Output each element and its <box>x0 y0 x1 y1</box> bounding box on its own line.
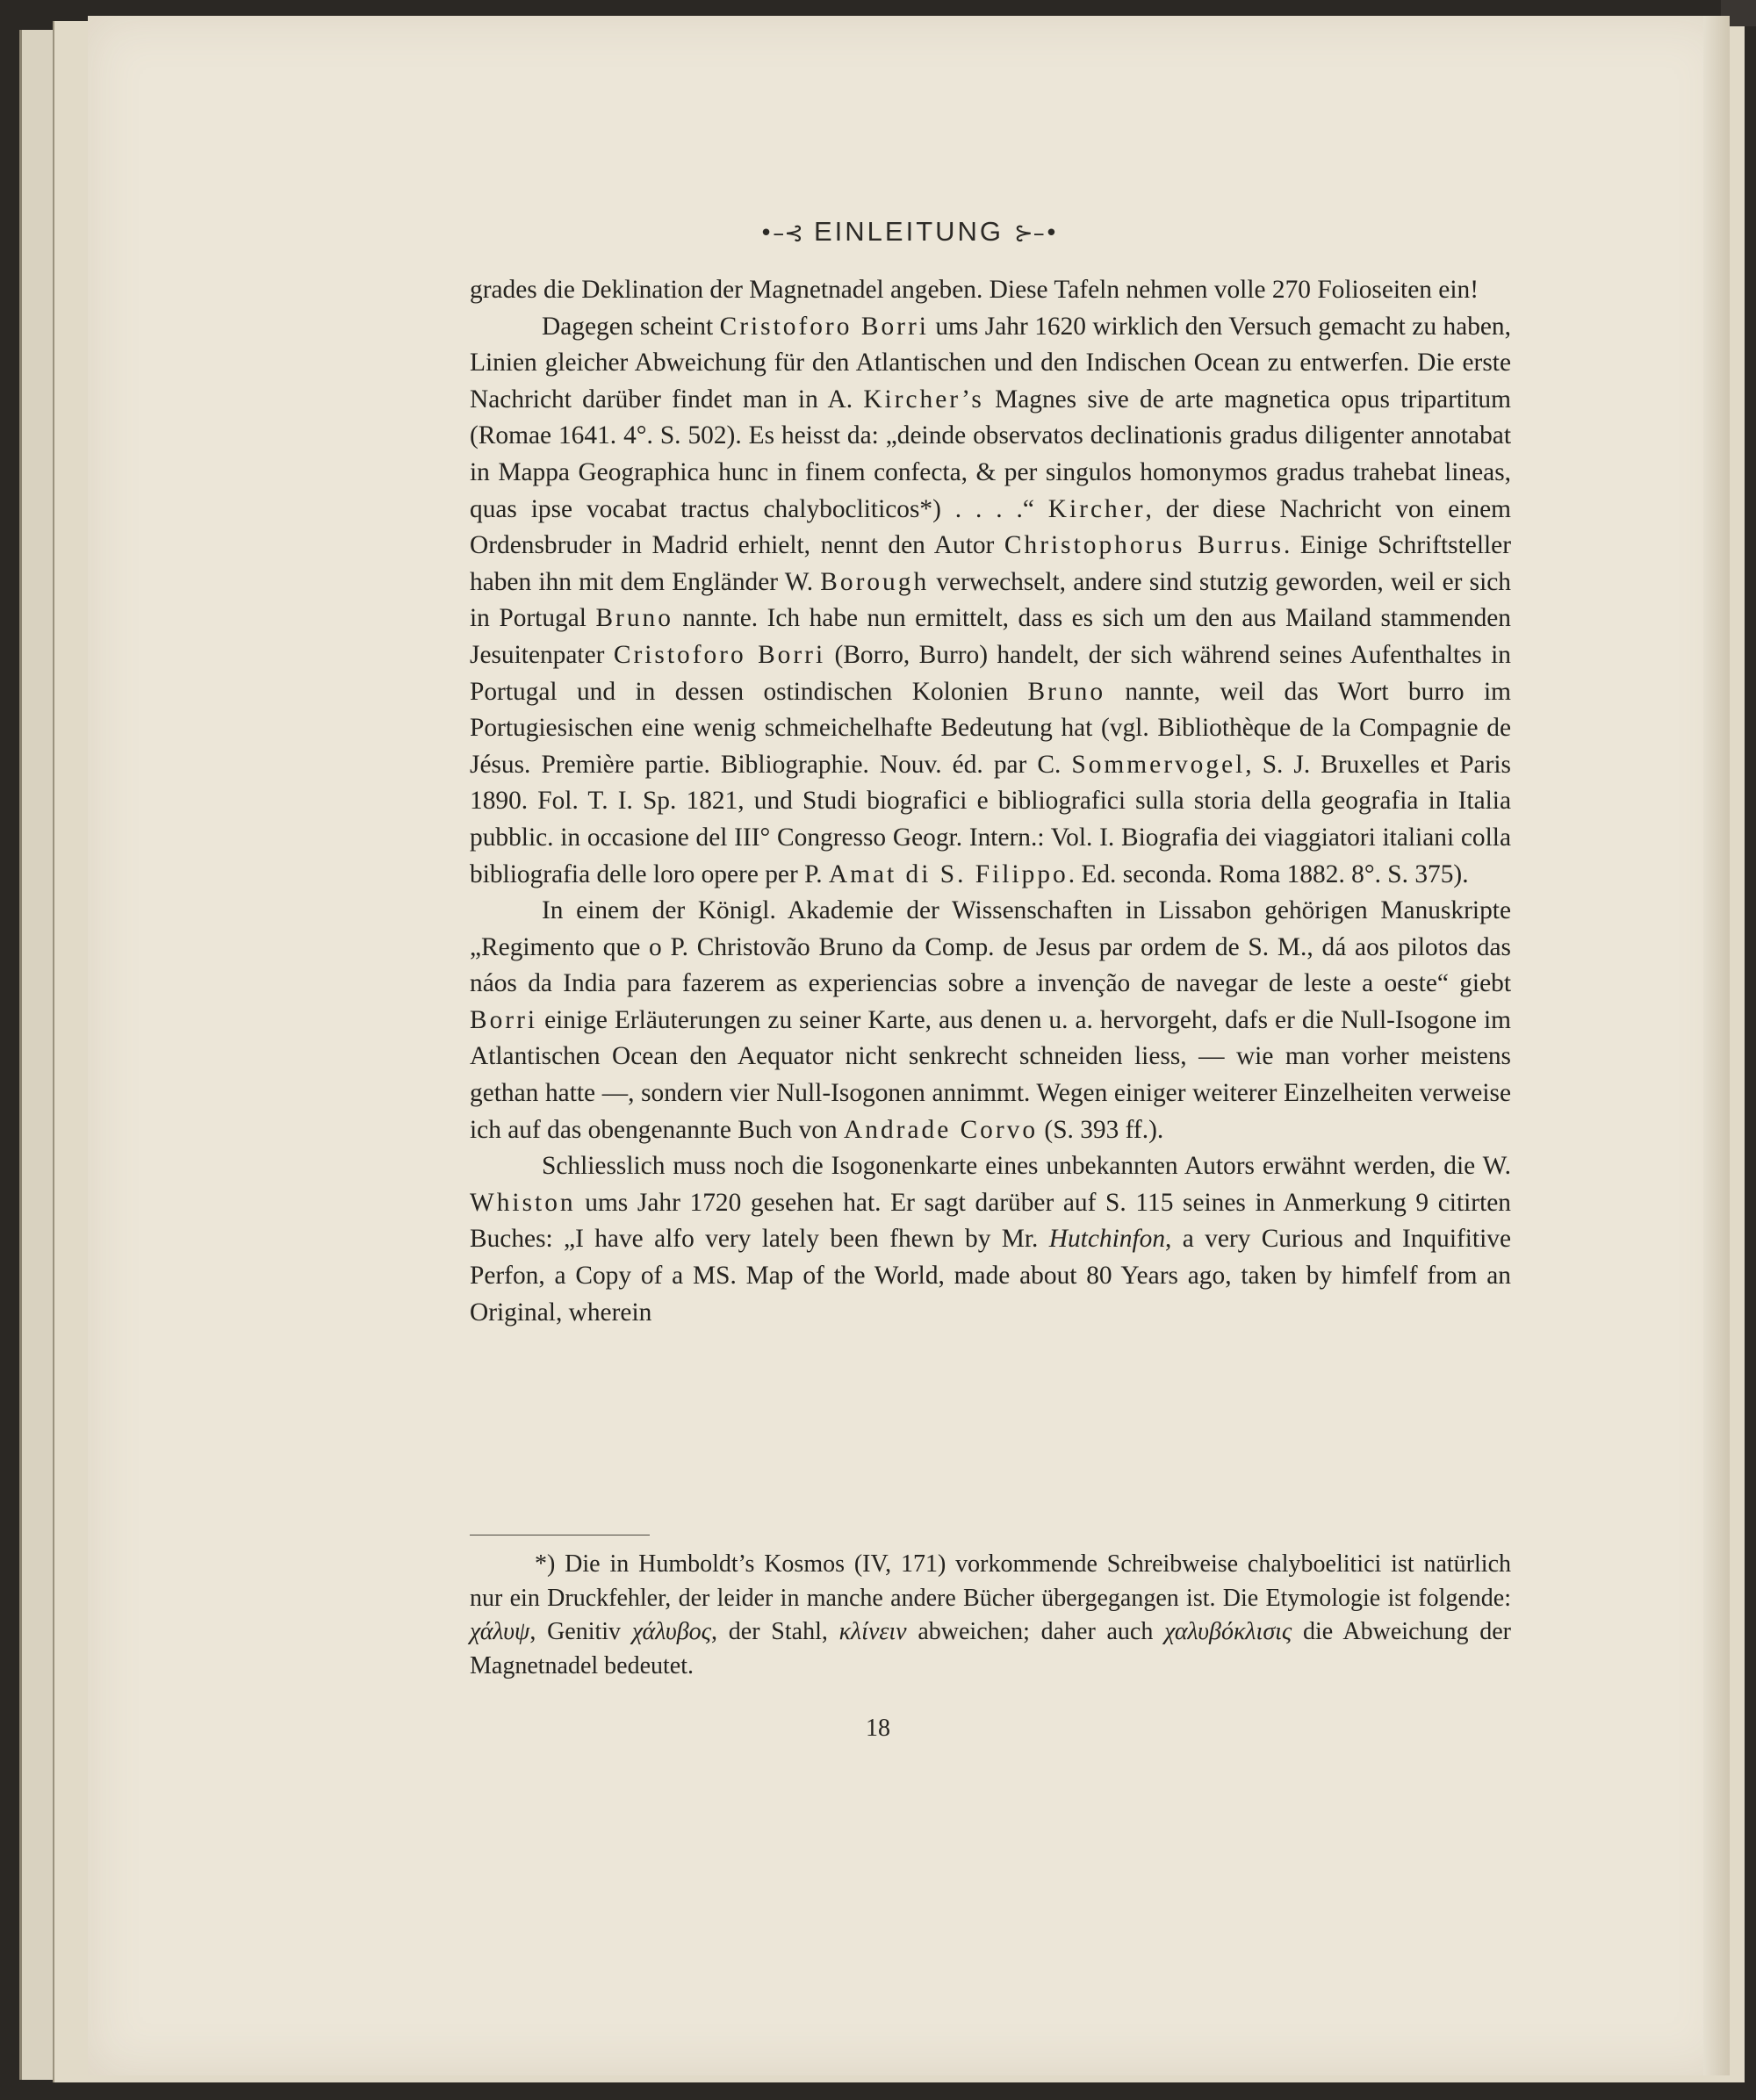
text-run: , S. J. Bruxelles et Paris 1890. Fol. T. I. Sp. 1821, und Studi biografici e bibliografici sulla storia della geografia in Italia pubblic. in occasione del III° Congresso Geogr. Intern.: Vol. I. Biografia dei viaggiatori italiani colla bibliografia delle loro opere per P. <box>470 750 1511 888</box>
text-run: , a very Curious and Inquifitive Perfon, a Copy of a MS. Map of the World, made about 80 Years ago, taken by himfelf from an Original, wherein <box>470 1225 1512 1327</box>
text-run: , der Stahl, <box>711 1618 839 1645</box>
text-run: ums Jahr 1620 wirklich den Versuch gemacht zu haben, Linien gleicher Abweichung für den Atlantischen und den Indischen Ocean zu entwerfen. Die erste Nachricht darüber findet man in A. <box>470 312 1511 414</box>
text-run: grades die Deklination der Magnetnadel angeben. Diese Tafeln nehmen volle 270 Folioseiten ein! <box>470 276 1479 304</box>
paragraph-1 <box>470 272 1511 309</box>
text-run: abweichen; daher auch <box>906 1618 1165 1645</box>
spaced-name: Amat di S. Filippo <box>828 859 1069 888</box>
text-run: (Borro, Burro) handelt, der sich während seines Aufenthaltes in Portugal und in dessen ostindischen Kolonien <box>470 640 1511 706</box>
spaced-name: Bruno <box>595 604 673 633</box>
text-run: *) Die in Humboldt’s Kosmos (IV, 171) vorkommende Schreibweise chalyboelitici ist natürlich nur ein Druckfehler, der leider in manche andere Bücher übergegangen ist. Die Etymologie ist folgende: <box>470 1550 1511 1612</box>
text-run: , Genitiv <box>529 1618 632 1645</box>
text-run: verwechselt, andere sind stutzig geworden, weil er sich in Portugal <box>470 567 1511 633</box>
running-title: EINLEITUNG <box>813 216 1004 247</box>
greek-word: χαλυβόκλισις <box>1164 1618 1292 1645</box>
text-run: . Ed. seconda. Roma 1882. 8°. S. 375). <box>1068 859 1469 888</box>
paragraph-2 <box>470 309 1511 894</box>
text-run: ums Jahr 1720 gesehen hat. Er sagt darüber auf S. 115 seines in Anmerkung 9 citirten Buches: „I have alfo very lately been fhewn by Mr. <box>470 1188 1511 1254</box>
page-right-edge <box>1703 16 1730 2075</box>
text-run: In einem der Königl. Akademie der Wissenschaften in Lissabon gehörigen Manuskripte „Regimento que o P. Christovão Bruno da Comp. de Jesus par ordem de S. M., dá aos pilotos das náos da India para fazerem as experiencias sobre a invenção de navegar de leste a oeste“ giebt <box>470 896 1511 998</box>
ornament-right-icon: ⊱–• <box>1014 220 1059 247</box>
text-run: nannte, weil das Wort burro im Portugiesischen eine wenig schmeichelhafte Bedeutung hat (vgl. Bibliothèque de la Compagnie de Jésus. Première partie. Bibliographie. Nouv. éd. par C. <box>470 677 1512 779</box>
page-number: 18 <box>866 1715 890 1742</box>
text-run: . Einige Schriftsteller haben ihn mit dem Engländer W. <box>470 531 1511 596</box>
greek-word: χάλυβος <box>631 1618 712 1645</box>
spaced-name: Kircher’s <box>863 385 984 414</box>
spaced-name: Bruno <box>1027 677 1106 706</box>
main-text <box>470 272 1511 1331</box>
text-run: einige Erläuterungen zu seiner Karte, aus denen u. a. hervorgeht, dafs er die Null-Isogone im Atlantischen Ocean den Aequator nicht senkrecht schneiden liess, — wie man vorher meistens gethan hatte —, sondern vier Null-Isogonen annimmt. Wegen einiger weiterer Einzelheiten verweise ich auf das obengenannte Buch von <box>470 1005 1511 1144</box>
footnote <box>470 1548 1511 1683</box>
text-run: Schliesslich muss noch die Isogonenkarte eines unbekannten Autors erwähnt werden, die W. <box>542 1152 1511 1181</box>
text-run: Magnes sive de arte magnetica opus tripartitum (Romae 1641. 4°. S. 502). Es heisst da: „deinde observatos declinationis gradus diligenter annotabat in Mappa Geographica hunc in finem confecta, & per singulos homonymos gradus trahebat lineas, quas ipse vocabat tractus chalybocliticos*) . . . .“ <box>470 385 1511 523</box>
spaced-name: Borough <box>820 567 930 596</box>
paragraph-4 <box>470 1148 1511 1331</box>
text-run: Dagegen scheint <box>542 312 720 341</box>
spaced-name: Sommervogel <box>1071 750 1246 779</box>
text-run: (S. 393 ff.). <box>1038 1115 1164 1144</box>
footnote-text <box>470 1548 1511 1683</box>
text-run: die Abweichung der Magnetnadel bedeutet. <box>470 1618 1511 1679</box>
spaced-name: Borri <box>470 1005 538 1034</box>
text-run: , der diese Nachricht von einem Ordensbruder in Madrid erhielt, nennt den Autor <box>470 494 1511 560</box>
spaced-name: Cristoforo Borri <box>719 312 929 341</box>
greek-word: χάλυψ <box>470 1618 530 1645</box>
spaced-name: Cristoforo Borri <box>613 640 826 669</box>
greek-word: κλίνειν <box>838 1618 907 1645</box>
spaced-name: Andrade Corvo <box>844 1115 1039 1144</box>
spaced-name: Christophorus Burrus <box>1004 531 1285 560</box>
paragraph-3 <box>470 893 1511 1148</box>
italic-name: Hutchinfon <box>1048 1225 1166 1254</box>
text-run: nannte. Ich habe nun ermittelt, dass es sich um den aus Mailand stammenden Jesuitenpater <box>470 604 1512 669</box>
spaced-name: Whiston <box>470 1188 576 1217</box>
running-head <box>88 216 1730 248</box>
ornament-left-icon: •–⊰ <box>759 220 803 247</box>
spaced-name: Kircher <box>1047 494 1146 523</box>
